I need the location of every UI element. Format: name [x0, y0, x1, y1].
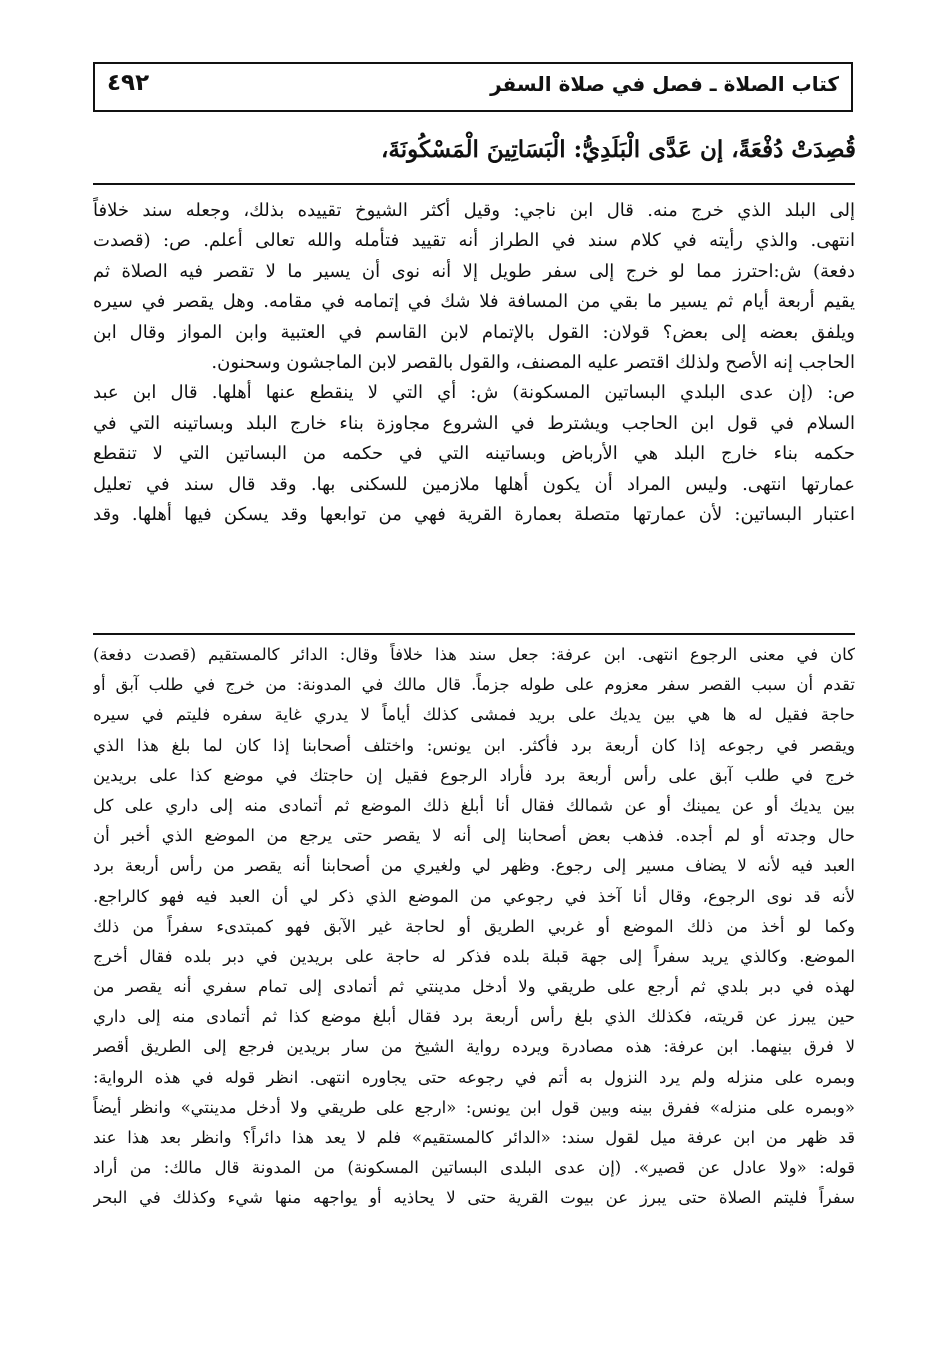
footnote-line: حين يبرز عن قريته، فكذلك الذي بلغ رأس أربعة برد فقال أبلغ موضع كذا ثم أتمادى منه إلى داري: [93, 1007, 855, 1027]
divider-top: [93, 183, 855, 185]
footnote-line: «وبمره على منزله» ففرق بينه وبين قول ابن يونس: «ارجع على طريقي ولا أدخل مدينتي» وانظر أيضاً: [93, 1097, 855, 1117]
divider-footnotes: [93, 633, 855, 635]
commentary-line: يقيم أربعة أيام ثم يسير ما بقي من المسافة فلا شك في إتمامه في مقامه. وهل يقصر في سيره: [93, 291, 855, 313]
footnote-line: قد ظهر من ابن عرفة ميل لقول سند: «الدائر كالمستقيم» فلم لا يعد هذا دائراً؟ وانظر بعد هذا عند: [93, 1128, 855, 1147]
commentary-line: انتهى. والذي رأيته في كلام سند في الطراز أنه تقييد فتأمله والله تعالى أعلم. ص: (قصدت: [93, 230, 855, 252]
commentary-line: السلام في قول ابن الحاجب ويشترط في الشروع مجاوزة بناء خارج البلد وبساتينه التي في: [93, 412, 855, 434]
commentary-line: دفعة) ش:احترز مما لو خرج إلى سفر طويل إلا أنه نوى أن يسير ما لا تقصر فيه الصلاة ثم: [93, 260, 855, 282]
footnote-block: [93, 640, 855, 1214]
footnote-line: حاجة فقيل له ها هي بين يديك على بريد فمشى كذلك أياماً لا يدري غاية سفره فليتم في سيره: [93, 705, 855, 725]
footnote-line: بين يديك أو عن يمينك أو عن شمالك فقال أنا أبلغ ذلك الموضع ثم أتمادى منه إلى داري على كل: [93, 795, 855, 815]
matn-text: قُصِدَتْ دُفْعَةً، إن عَدَّى الْبَلَدِيُّ: الْبَسَاتِينَ الْمَسْكُونَةَ،: [380, 136, 856, 163]
footnote-line: حال وجدته أو لم أجده. فذهب بعض أصحابنا إلى أنه لا يقصر حتى يرجع من الموضع الذي أخبر أن: [93, 826, 855, 846]
header-title: كتاب الصلاة ـ فصل في صلاة السفر: [490, 72, 839, 96]
footnote-line: تقدم أن سبب القصر سفر معزوم على طوله جزماً. قال مالك في المدونة: من خرج في طلب آبق أو: [93, 675, 855, 695]
running-header: [93, 62, 853, 112]
footnote-line: العبد فيه لأنه لا يضاف مسير إلى رجوع. وظهر لي ولغيري من أصحابنا أنه يقصر من رأس أربعة برد: [93, 856, 855, 876]
commentary-line: الحاجب إنه الأصح ولذلك اقتصر عليه المصنف، والقول بالقصر لابن الماجشون وسحنون.: [211, 351, 855, 373]
footnote-line: سفراً فليتم الصلاة حتى يبرز عن بيوت القرية حتى لا يحاذيه أو يواجهه منها شيء وكذلك في البحر: [93, 1188, 855, 1208]
commentary-block: [93, 196, 855, 530]
commentary-line: ص: (إن عدى البلدي البساتين المسكونة) ش: أي التي لا ينقطع عنها أهلها. قال ابن عبد: [93, 382, 855, 404]
footnote-line: قوله: «ولا عادل عن قصير». (إن عدى البلدى البساتين المسكونة) من المدونة قال مالك: من أراد: [93, 1158, 855, 1178]
footnote-line: وبمره على منزله ولم يرد النزول به أتم في رجوعه حتى يجاوره انتهى. انظر قوله في هذه الرواية:: [93, 1067, 855, 1087]
footnote-line: الموضع. وكالذي يريد سفراً إلى جهة قبلة بلده فذكر له حاجة على بريدين في دبر بلده فقال أخرج: [93, 946, 855, 966]
commentary-line: حكمه بناء خارج البلد هي الأرباض وبساتينه التي في حكمه من البساتين التي لا تنقطع: [93, 443, 855, 465]
footnote-line: ويقصر في رجوعه إذا كان أربعة برد فأكثر. ابن يونس: واختلف أصحابنا إذا كان لما بلغ هذا الذي: [93, 735, 855, 755]
footnote-line: كان في معنى الرجوع انتهى. ابن عرفة: جعل سند هذا خلافاً وقال: الدائر كالمستقيم (قصدت دفعة): [93, 645, 855, 664]
page-number: ٤٩٢: [107, 70, 150, 96]
commentary-line: ويلفق بعضه إلى بعض؟ قولان: القول بالإتمام لابن القاسم في العتبية وابن المواز وقال ابن: [93, 321, 855, 343]
footnote-line: لهذه في دبر بلدي ثم أرجع على طريقي ولا أدخل مدينتي ثم أتمادى إلى تمام سفري أنه يقصر من: [93, 977, 855, 997]
commentary-line: إلى البلد الذي خرج منه. قال ابن ناجي: وقيل أكثر الشيوخ تقييده بذلك، وجعله سند خلافاً: [93, 200, 855, 221]
footnote-line: وكما لو أخذ من ذلك الموضع أو غربي الطريق أو لحاجة غير الآبق فهو كمبتدىء سفراً من ذلك: [93, 916, 855, 936]
footnote-line: لا فرق بينهما. ابن عرفة: هذه مصادرة ويرده رواية الشيخ من سار بريدين فرجع إلى الطريق أقصر: [93, 1037, 855, 1057]
footnote-line: خرج في طلب آبق على رأس أربعة برد فأراد الرجوع فقيل إن حاجتك في موضع كذا على بريدين: [93, 765, 855, 785]
commentary-line: عمارتها انتهى. وليس المراد أن يكون أهلها ملازمين للسكنى بها. وقد قال سند في تعليل: [93, 473, 855, 495]
commentary-line: اعتبار البساتين: لأن عمارتها متصلة بعمارة القرية فهي من توابعها وقد يسكن فيها أهلها. وقد: [93, 503, 855, 525]
footnote-line: لأنه قد نوى الرجوع، وقال أنا آخذ في رجوعي من الموضع الذي ذكر لي أن العبد فيه فهو كالراجع.: [93, 886, 855, 906]
